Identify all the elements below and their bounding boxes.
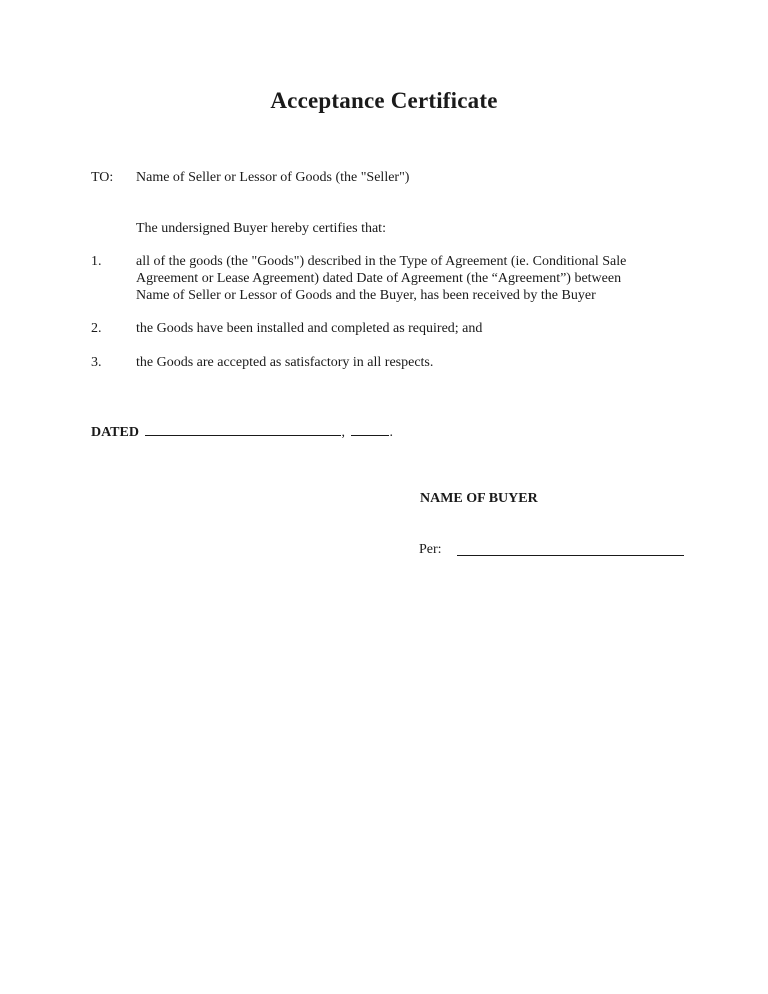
document-title: Acceptance Certificate: [270, 88, 498, 113]
list-item: [136, 354, 676, 371]
dated-separator: ,: [341, 425, 345, 440]
item-line: all of the goods (the "Goods") described in the Type of Agreement (ie. Conditional Sale: [136, 254, 627, 269]
signature-line[interactable]: [457, 555, 684, 556]
list-item: [136, 320, 676, 337]
dated-line: [91, 422, 393, 441]
item-number: 3.: [91, 355, 102, 370]
item-line: the Goods are accepted as satisfactory in all respects.: [136, 355, 434, 370]
year-blank[interactable]: [351, 422, 389, 436]
item-number: 1.: [91, 254, 102, 269]
date-blank[interactable]: [145, 422, 341, 436]
to-recipient: Name of Seller or Lessor of Goods (the "Seller"): [136, 170, 410, 185]
list-item: [136, 253, 676, 304]
buyer-name: NAME OF BUYER: [420, 491, 538, 506]
per-label: Per:: [419, 542, 442, 557]
intro-statement: The undersigned Buyer hereby certifies that:: [136, 221, 386, 236]
item-line: Agreement or Lease Agreement) dated Date of Agreement (the “Agreement”) between: [136, 271, 622, 286]
item-line: the Goods have been installed and completed as required; and: [136, 321, 483, 336]
item-line: Name of Seller or Lessor of Goods and the Buyer, has been received by the Buyer: [136, 288, 596, 303]
dated-end: .: [389, 425, 393, 440]
to-label: TO:: [91, 170, 114, 185]
dated-label: DATED: [91, 425, 139, 440]
item-number: 2.: [91, 321, 102, 336]
